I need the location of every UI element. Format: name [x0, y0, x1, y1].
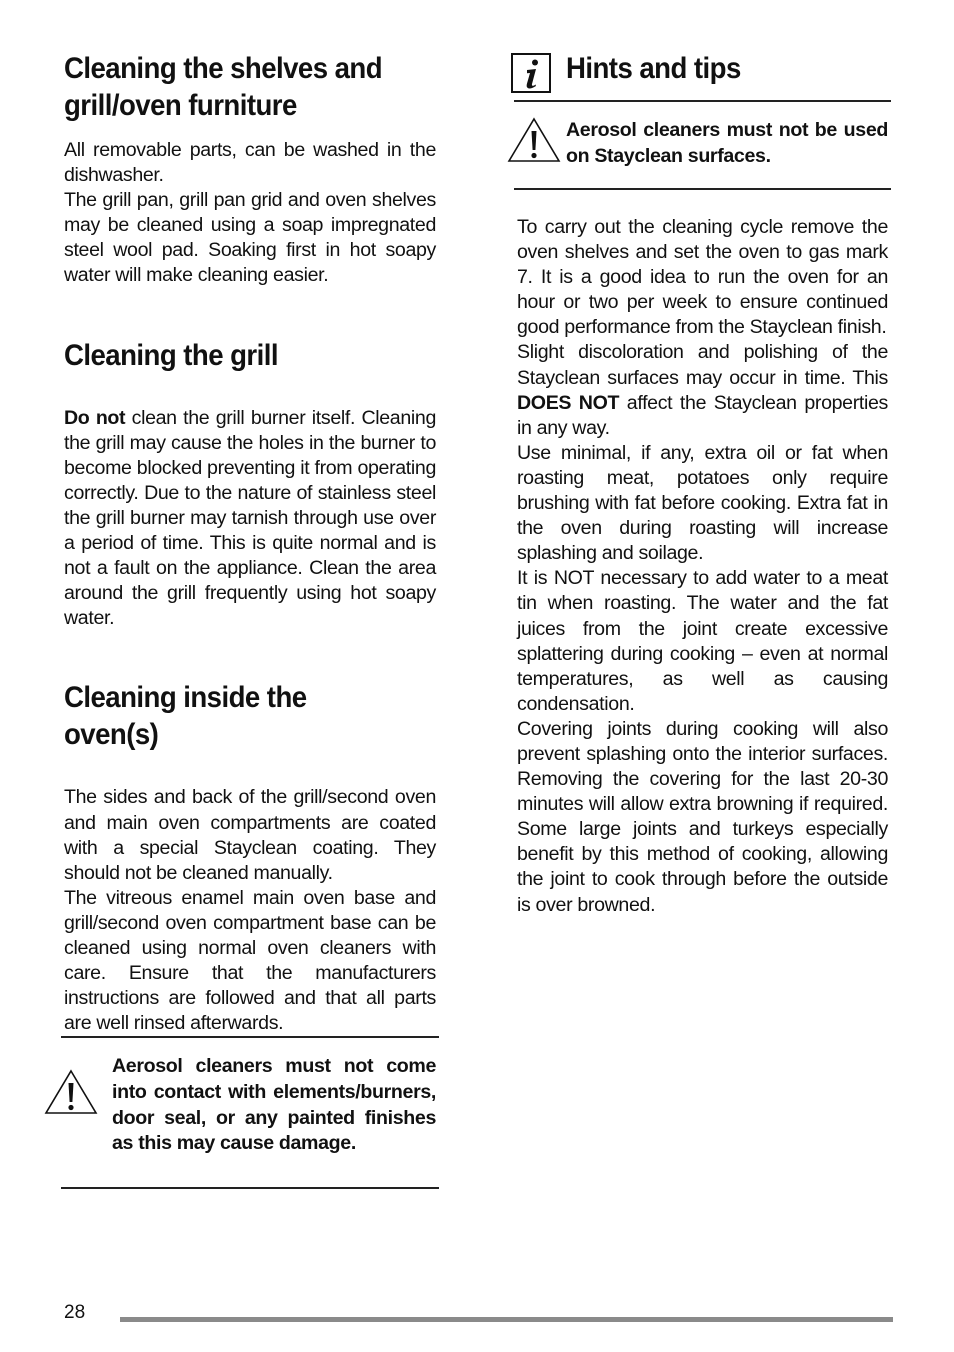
grill-paragraph-text: clean the grill burner itself. Cleaning the grill may cause the holes in the burner to become blocked preventing it from operating correctly. Due to the nature of stainless steel the grill burner may tarnish through use over a period of time. This is quite normal and is not a fault on the appliance. Clean the area around the grill frequently using hot soapy water. — [64, 406, 436, 630]
warning-icon — [44, 1069, 98, 1120]
info-icon — [511, 53, 551, 98]
right-warning-top-rule — [514, 100, 891, 102]
hints-paragraph-5: Covering joints during cooking will also prevent splashing onto the interior surfaces. Removing the covering for the last 20-30 minutes will allow extra browning if required. Some large joints and turkeys especially benefit by this method of cooking, allowing the joint to cook through before the outside is over browned. — [517, 717, 888, 916]
section-title-grill: Cleaning the grill — [64, 338, 278, 372]
left-warning-text: Aerosol cleaners must not come into contact with elements/burners, door seal, or any painted finishes as this may cause damage. — [112, 1055, 436, 1155]
right-warning-text: Aerosol cleaners must not be used on Stayclean surfaces. — [566, 119, 888, 167]
left-warning-top-rule — [61, 1036, 439, 1038]
footer-rule — [120, 1317, 893, 1322]
hints-paragraph-3: Use minimal, if any, extra oil or fat when roasting meat, potatoes only require brushing with fat before cooking. Extra fat in the oven during roasting will increase splashing and soilage. — [517, 441, 888, 565]
section-title-shelves: Cleaning the shelves and grill/oven furniture — [64, 52, 383, 122]
hints-paragraph-1: To carry out the cleaning cycle remove the oven shelves and set the oven to gas mark 7. It is a good idea to run the oven for an hour or two per week to ensure continued good performance from the Stayclean finish. — [517, 216, 888, 339]
grill-bold-lead: Do not — [64, 406, 126, 429]
hints-paragraph-2: Slight discoloration and polishing of the Stayclean surfaces may occur in time. This DOES NOT affect the Stayclean properties in any way. — [517, 341, 888, 439]
page-number: 28 — [64, 1302, 86, 1323]
right-column-body — [517, 215, 888, 918]
left-warning-bottom-rule — [61, 1187, 439, 1189]
section-title-hints: Hints and tips — [566, 52, 741, 85]
left-column — [64, 50, 436, 1036]
right-warning-bottom-rule — [514, 188, 891, 190]
warning-icon — [507, 117, 561, 168]
hints-bold-does-not: DOES NOT — [517, 391, 620, 414]
grill-paragraph — [64, 406, 436, 632]
hints-paragraph-4: It is NOT necessary to add water to a meat tin when roasting. The water and the fat juices from the joint create excessive splattering during cooking – even at normal temperatures, as well as causing condensation. — [517, 567, 888, 715]
oven-paragraph-1: The sides and back of the grill/second oven and main oven compartments are coated with a special Stayclean coating. They should not be cleaned manually. — [64, 786, 436, 884]
shelves-paragraph-1: All removable parts, can be washed in the dishwasher. — [64, 139, 436, 187]
shelves-paragraph-2: The grill pan, grill pan grid and oven shelves may be cleaned using a soap impregnated steel wool pad. Soaking first in hot soapy water will make cleaning easier. — [64, 189, 436, 287]
oven-paragraph-2: The vitreous enamel main oven base and grill/second oven compartment base can be cleaned using normal oven cleaners with care. Ensure that the manufacturers instructions are followed and that all parts are well rinsed afterwards. — [64, 886, 436, 1035]
section-title-oven: Cleaning inside the oven(s) — [64, 681, 307, 752]
